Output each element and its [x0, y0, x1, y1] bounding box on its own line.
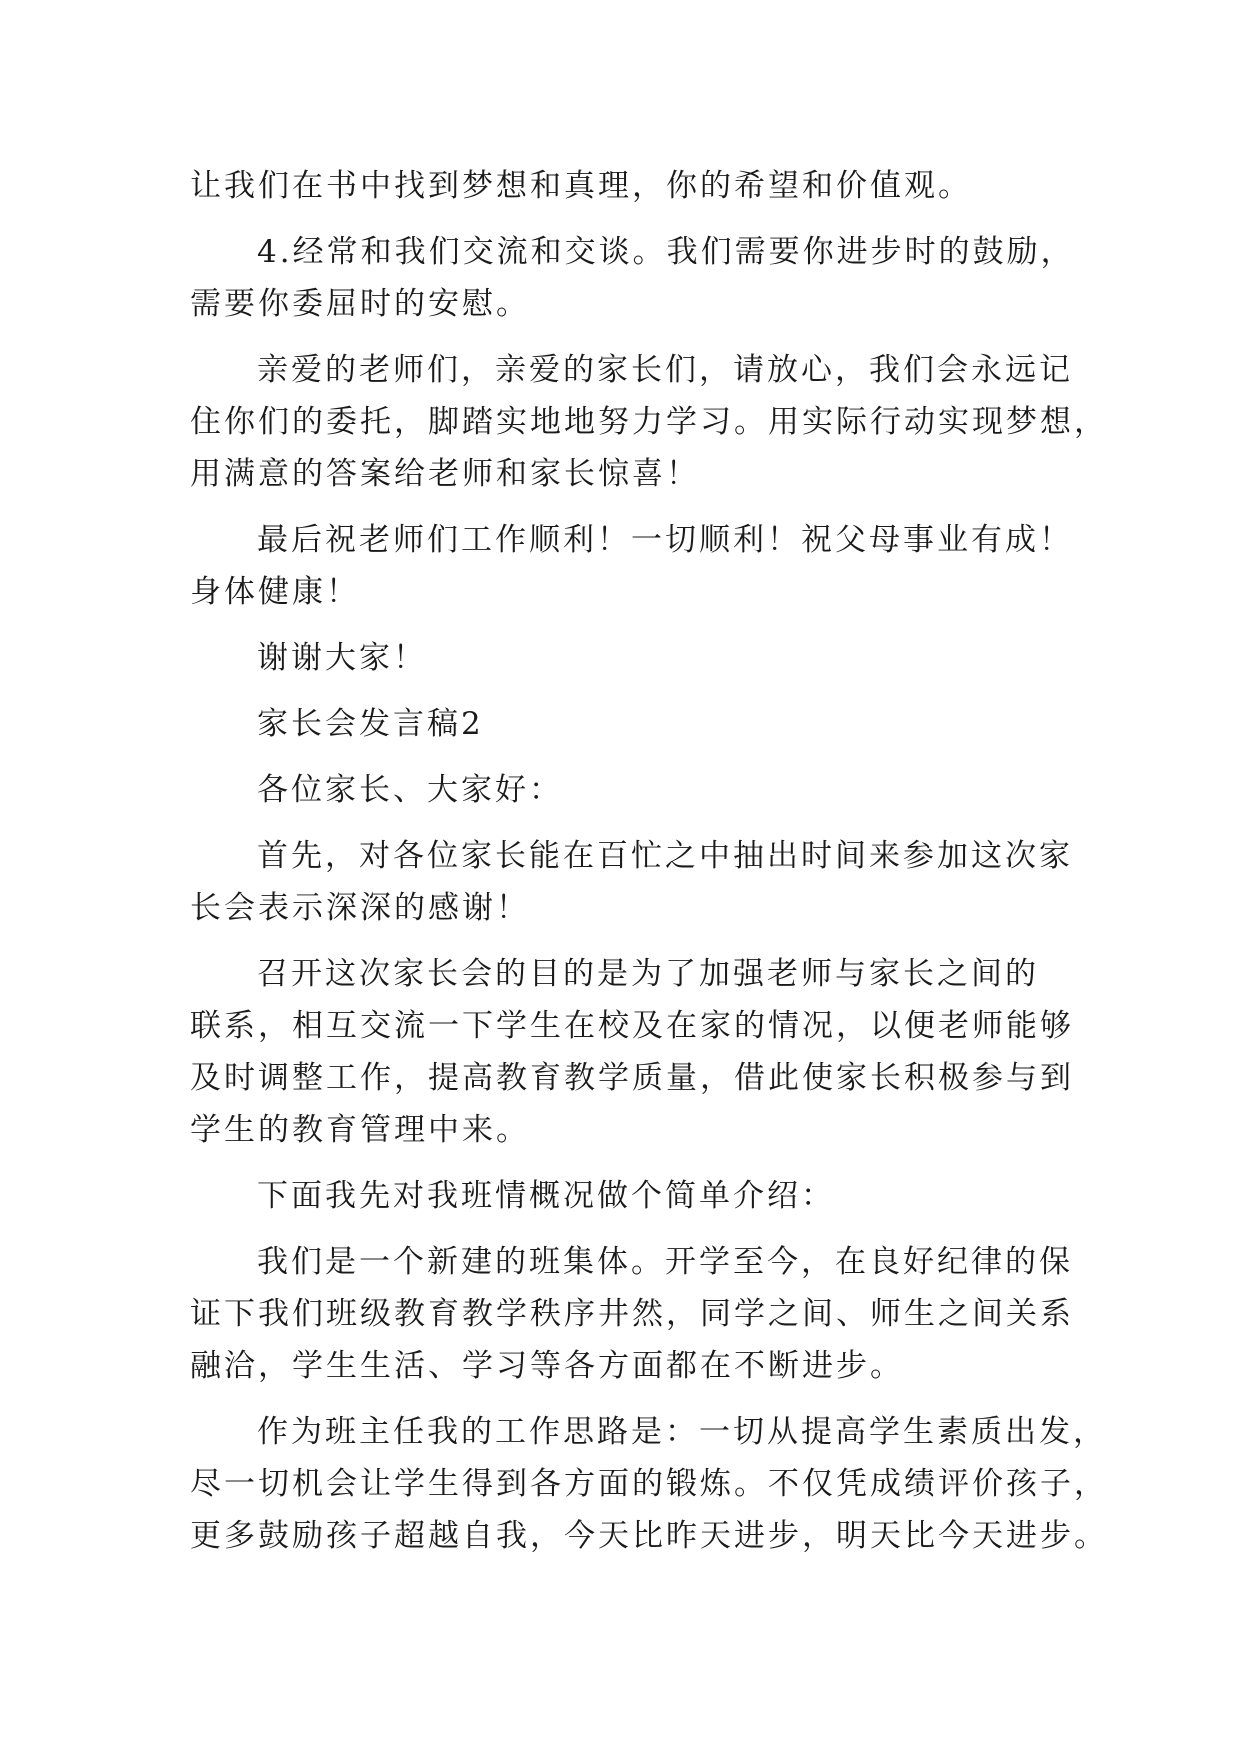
- paragraph: [190, 948, 1074, 1156]
- text-line: 最后祝老师们工作顺利！一切顺利！祝父母事业有成！: [257, 522, 1073, 558]
- text-line: 我们是一个新建的班集体。开学至今，在良好纪律的保: [257, 1244, 1073, 1280]
- paragraph: [190, 632, 1060, 684]
- text-line: 作为班主任我的工作思路是：一切从提高学生素质出发，: [257, 1414, 1107, 1450]
- document-body: [190, 160, 1108, 1562]
- text-line: 用满意的答案给老师和家长惊喜！: [190, 456, 700, 492]
- section-title: [190, 698, 1060, 750]
- paragraph: [190, 764, 1060, 816]
- paragraph: [190, 1406, 1108, 1562]
- text-line: 长会表示深深的感谢！: [190, 890, 530, 926]
- paragraph: [190, 1236, 1074, 1392]
- paragraph: [190, 830, 1073, 934]
- text-line: 需要你委屈时的安慰。: [190, 286, 530, 322]
- text-line: 各位家长、大家好：: [257, 772, 563, 808]
- text-line: 联系，相互交流一下学生在校及在家的情况，以便老师能够: [190, 1008, 1074, 1044]
- text-line: 证下我们班级教育教学秩序井然，同学之间、师生之间关系: [190, 1296, 1074, 1332]
- text-line: 下面我先对我班情概况做个简单介绍：: [257, 1178, 835, 1214]
- paragraph: [190, 160, 1060, 212]
- text-line: 谢谢大家！: [257, 640, 427, 676]
- text-line: 让我们在书中找到梦想和真理，你的希望和价值观。: [190, 168, 972, 204]
- text-line: 住你们的委托，脚踏实地地努力学习。用实际行动实现梦想，: [190, 404, 1108, 440]
- text-line: 及时调整工作，提高教育教学质量，借此使家长积极参与到: [190, 1060, 1074, 1096]
- paragraph: [190, 344, 1108, 500]
- text-line: 学生的教育管理中来。: [190, 1112, 530, 1148]
- text-line: 更多鼓励孩子超越自我，今天比昨天进步，明天比今天进步。: [190, 1518, 1108, 1554]
- text-line: 融洽，学生生活、学习等各方面都在不断进步。: [190, 1348, 904, 1384]
- text-line: 尽一切机会让学生得到各方面的锻炼。不仅凭成绩评价孩子，: [190, 1466, 1108, 1502]
- paragraph: [190, 226, 1075, 330]
- paragraph: [190, 1170, 1060, 1222]
- text-line: 召开这次家长会的目的是为了加强老师与家长之间的: [257, 956, 1039, 992]
- text-line: 家长会发言稿2: [257, 706, 484, 742]
- text-line: 4.经常和我们交流和交谈。我们需要你进步时的鼓励，: [257, 234, 1075, 270]
- paragraph: [190, 514, 1073, 618]
- text-line: 亲爱的老师们，亲爱的家长们，请放心，我们会永远记: [257, 352, 1073, 388]
- text-line: 身体健康！: [190, 574, 360, 610]
- text-line: 首先，对各位家长能在百忙之中抽出时间来参加这次家: [257, 838, 1073, 874]
